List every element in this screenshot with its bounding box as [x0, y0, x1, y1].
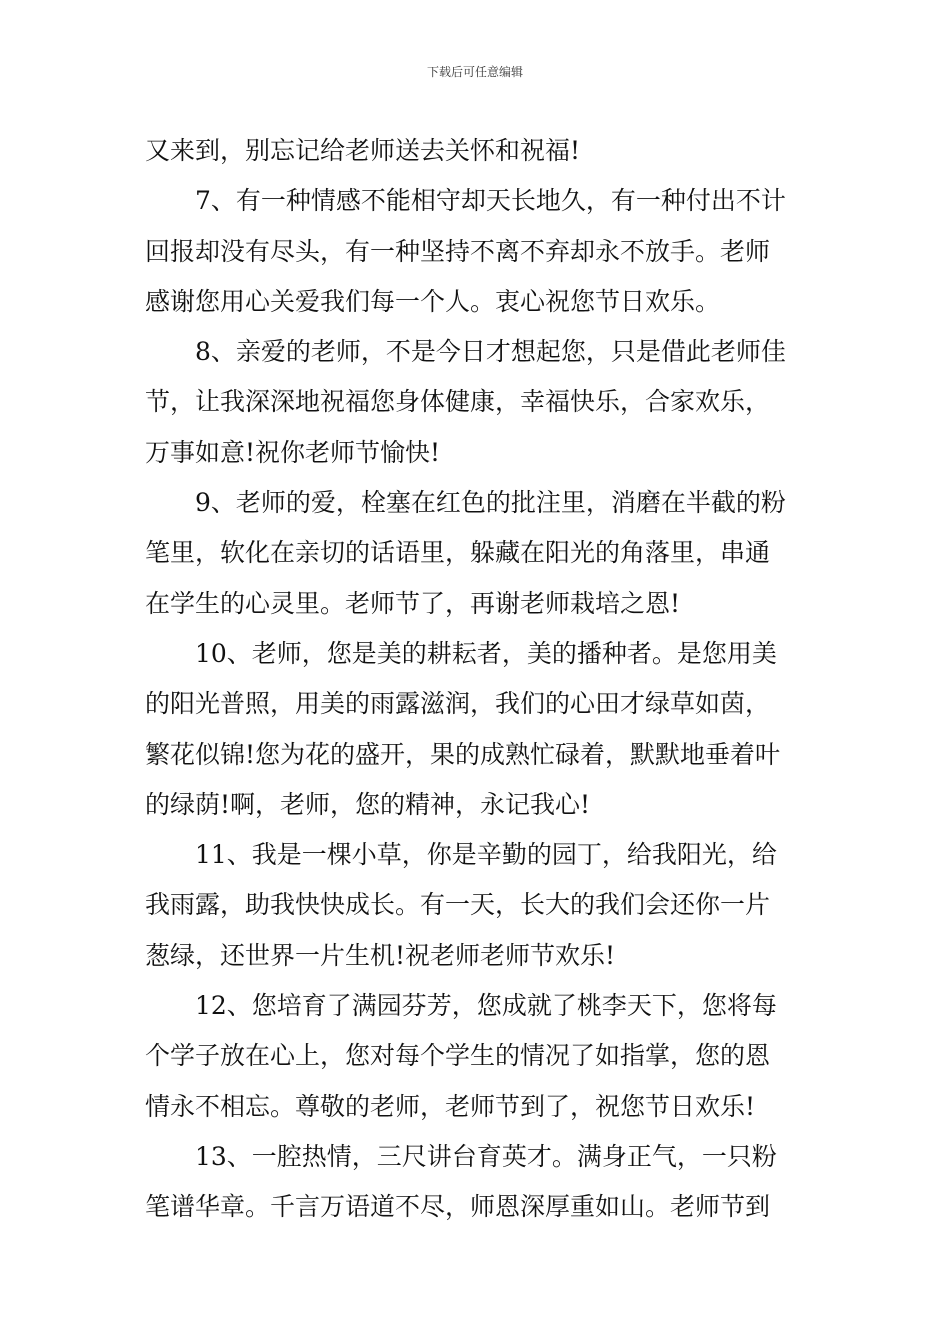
paragraph-12: [145, 981, 810, 1132]
text-line: 在学生的心灵里。老师节了，再谢老师栽培之恩!: [145, 588, 681, 618]
text-line: 11、我是一棵小草，你是辛勤的园丁，给我阳光，给: [195, 840, 777, 870]
paragraph-10: [145, 629, 810, 830]
text-line: 笔谱华章。千言万语道不尽，师恩深厚重如山。老师节到: [145, 1192, 771, 1222]
text-line: 又来到，别忘记给老师送去关怀和祝福!: [145, 136, 581, 165]
text-line: 节，让我深深地祝福您身体健康，幸福快乐，合家欢乐，: [145, 387, 771, 417]
page-header: 下载后可任意编辑: [426, 65, 523, 79]
text-line: 回报却没有尽头，有一种坚持不离不弃却永不放手。老师: [145, 236, 771, 266]
paragraph-13: [145, 1132, 810, 1233]
text-line: 12、您培育了满园芬芳，您成就了桃李天下，您将每: [195, 991, 777, 1021]
paragraph-9: [145, 478, 810, 629]
text-line: 8、亲爱的老师，不是今日才想起您，只是借此老师佳: [195, 337, 786, 367]
text-line: 我雨露，助我快快成长。有一天，长大的我们会还你一片: [145, 890, 771, 920]
text-line: 13、一腔热情，三尺讲台育英才。满身正气，一只粉: [195, 1141, 777, 1171]
text-line: 10、老师，您是美的耕耘者，美的播种者。是您用美: [195, 638, 777, 668]
text-line: 的绿荫!啊，老师，您的精神，永记我心!: [145, 789, 591, 819]
text-line: 万事如意!祝你老师节愉快!: [145, 437, 441, 467]
paragraph-11: [145, 830, 810, 981]
text-line: 情永不相忘。尊敬的老师，老师节到了，祝您节日欢乐!: [145, 1091, 756, 1121]
text-line: 个学子放在心上，您对每个学生的情况了如指掌，您的恩: [145, 1041, 771, 1071]
text-line: 繁花似锦!您为花的盛开，果的成熟忙碌着，默默地垂着叶: [145, 739, 781, 769]
text-line: 9、老师的爱，栓塞在红色的批注里，消磨在半截的粉: [195, 488, 786, 518]
paragraph-8: [145, 327, 810, 478]
text-line: 笔里，软化在亲切的话语里，躲藏在阳光的角落里，串通: [145, 538, 771, 568]
text-line: 葱绿，还世界一片生机!祝老师老师节欢乐!: [145, 940, 616, 970]
text-line: 感谢您用心关爱我们每一个人。衷心祝您节日欢乐。: [145, 286, 721, 316]
text-line: 7、有一种情感不能相守却天长地久，有一种付出不计: [195, 186, 786, 216]
paragraph-7: [145, 176, 810, 327]
document-body: [145, 126, 810, 1233]
paragraph-continued: [145, 126, 810, 176]
text-line: 的阳光普照，用美的雨露滋润，我们的心田才绿草如茵，: [145, 689, 771, 719]
